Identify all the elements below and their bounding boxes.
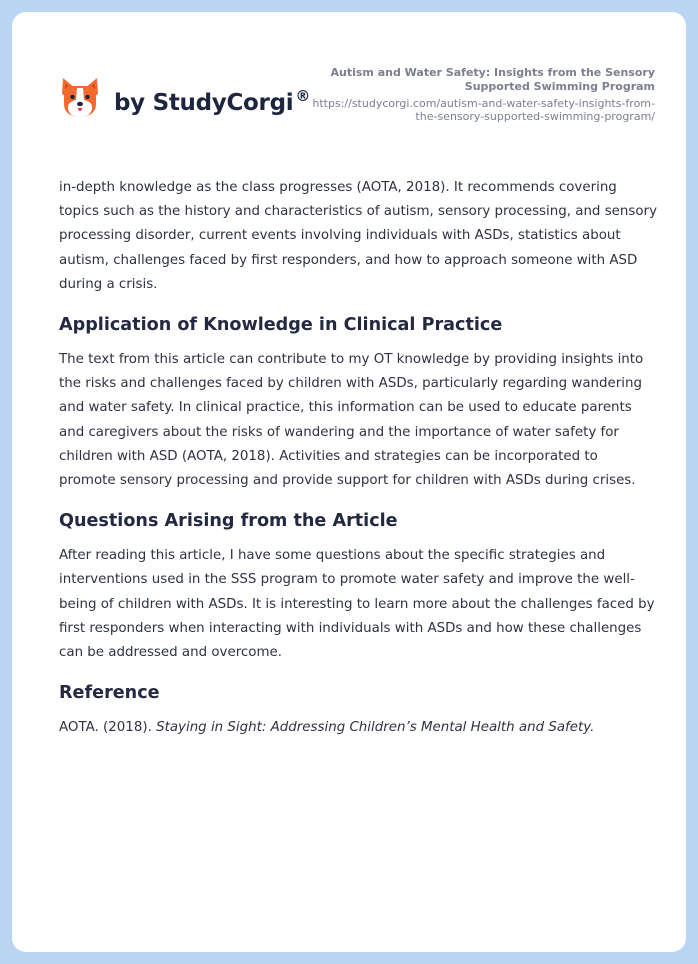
registered-mark: ® [295,86,311,105]
clinical-practice-paragraph: The text from this article can contribute to my OT knowledge by providing insights into the risks and challenges faced by children with ASDs, particularly regarding wandering and water safety. In clinical practice, this information can be used to educate parents and caregivers about the risks of wandering and the importance of water safety for children with ASD (AOTA, 2018). Activities and strategies can be incorporated to promote sensory processing and provide support for children with ASDs during crises. [59,352,644,489]
article-body [59,176,657,740]
reference-entry [59,716,657,740]
intro-paragraph: in-depth knowledge as the class progresses (AOTA, 2018). It recommends covering topics such as the history and characteristics of autism, sensory processing, and sensory processing disorder, current events involving individuals with ASDs, statistics about autism, challenges faced by first responders, and how to approach someone with ASD during a crisis. [59,180,657,292]
reference-title: Staying in Sight: Addressing Children’s Mental Health and Safety. [156,720,595,736]
logo-wordmark: by StudyCorgi [114,89,294,116]
questions-paragraph: After reading this article, I have some questions about the specific strategies and interventions used in the SSS program to promote water safety and improve the well-being of children with ASDs. It is interesting to learn more about the challenges faced by first responders when interacting with individuals with ASDs and how these challenges can be addressed and overcome. [59,548,655,661]
document-url[interactable]: https://studycorgi.com/autism-and-water-safety-insights-from-the-sensory-supported-swimming-program/ [312,97,655,123]
section-heading-reference: Reference [59,683,160,704]
page-header [12,12,686,152]
document-page [12,12,686,952]
logo-text [114,87,310,116]
studycorgi-logo[interactable] [60,76,310,120]
corgi-logo-icon [60,76,100,120]
reference-prefix: AOTA. (2018). [59,720,157,736]
document-title: Autism and Water Safety: Insights from the Sensory Supported Swimming Program [330,66,655,93]
document-meta [295,66,655,123]
section-heading-questions: Questions Arising from the Article [59,511,398,532]
section-heading-clinical-practice: Application of Knowledge in Clinical Practice [59,315,503,336]
